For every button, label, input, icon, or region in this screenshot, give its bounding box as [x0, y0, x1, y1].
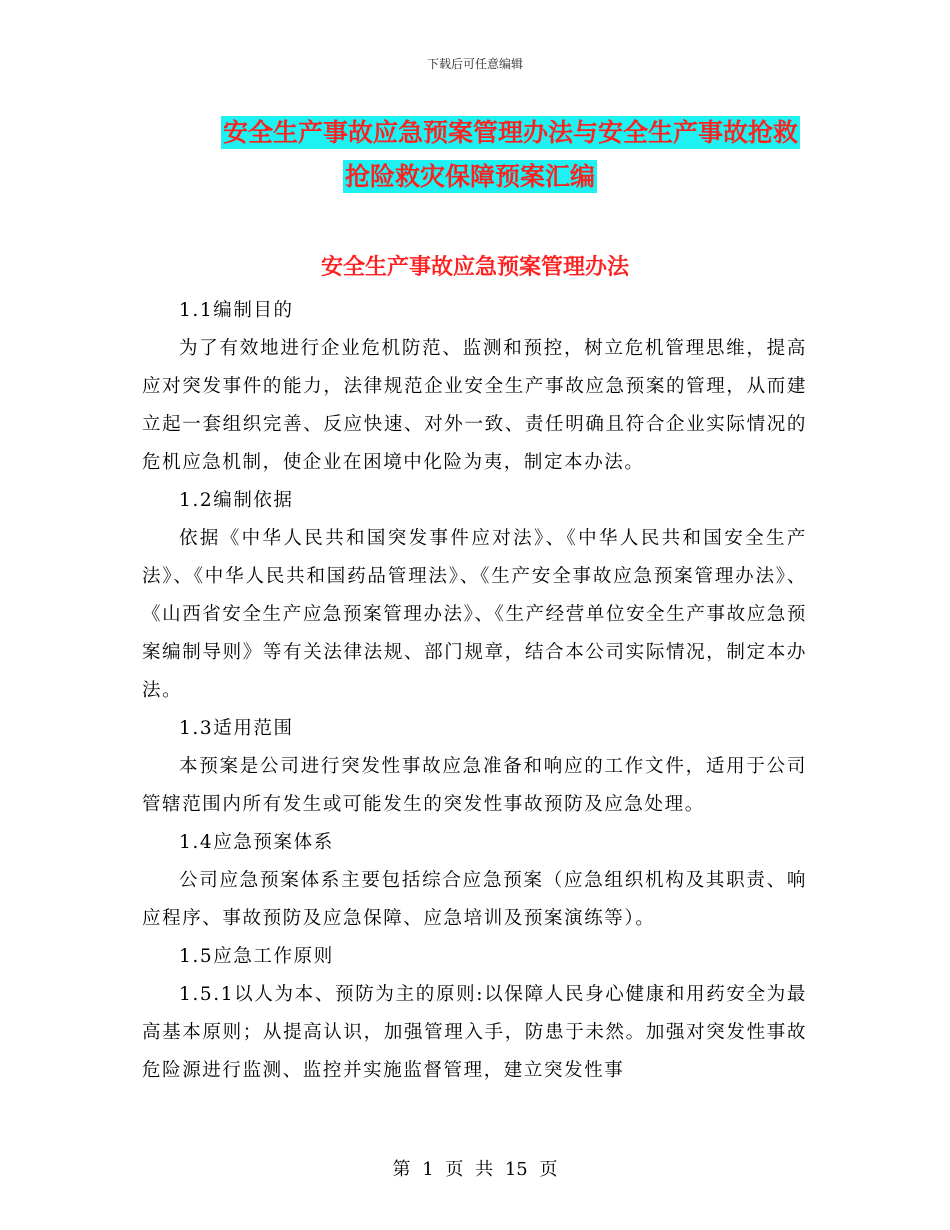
section-title: 安全生产事故应急预案管理办法: [320, 254, 629, 280]
heading-1-5: 1.5应急工作原则: [179, 946, 334, 967]
paragraph-system: 公司应急预案体系主要包括综合应急预案（应急组织机构及其职责、响应程序、事故预防及应急保障、应急培训及预案演练等）。: [142, 870, 807, 929]
paragraph-principle-1-5-1: 1.5.1以人为本、预防为主的原则:以保障人民身心健康和用药安全为最高基本原则；从提高认识，加强管理入手，防患于未然。加强对突发性事故危险源进行监测、监控并实施监督管理，建立突发性事: [142, 984, 807, 1081]
heading-1-3: 1.3适用范围: [179, 718, 294, 739]
paragraph-scope: 本预案是公司进行突发性事故应急准备和响应的工作文件，适用于公司管辖范围内所有发生或可能发生的突发性事故预防及应急处理。: [142, 756, 807, 815]
document-title-line-2-text: 抢险救灾保障预案汇编: [345, 162, 596, 191]
paragraph-basis: 依据《中华人民共和国突发事件应对法》、《中华人民共和国安全生产法》、《中华人民共和国药品管理法》、《生产安全事故应急预案管理办法》、《山西省安全生产应急预案管理办法》、《生产经营单位安全生产事故应急预案编制导则》等有关法律法规、部门规章，结合本公司实际情况，制定本办法。: [142, 528, 807, 701]
heading-1-1: 1.1编制目的: [179, 300, 294, 321]
page-footer: 第 1 页 共 15 页: [392, 1159, 558, 1180]
document-title-line-1-text: 安全生产事故应急预案管理办法与安全生产事故抢救: [222, 118, 798, 147]
header-note: 下载后可任意编辑: [426, 57, 523, 71]
document-body: [142, 292, 807, 1090]
heading-1-4: 1.4应急预案体系: [179, 832, 334, 853]
document-title-line-2: [0, 157, 950, 193]
paragraph-purpose: 为了有效地进行企业危机防范、监测和预控，树立危机管理思维，提高应对突发事件的能力，法律规范企业安全生产事故应急预案的管理，从而建立起一套组织完善、反应快速、对外一致、责任明确且符合企业实际情况的危机应急机制，使企业在困境中化险为夷，制定本办法。: [142, 338, 807, 473]
document-title-line-1: [0, 113, 950, 149]
heading-1-2: 1.2编制依据: [179, 490, 294, 511]
